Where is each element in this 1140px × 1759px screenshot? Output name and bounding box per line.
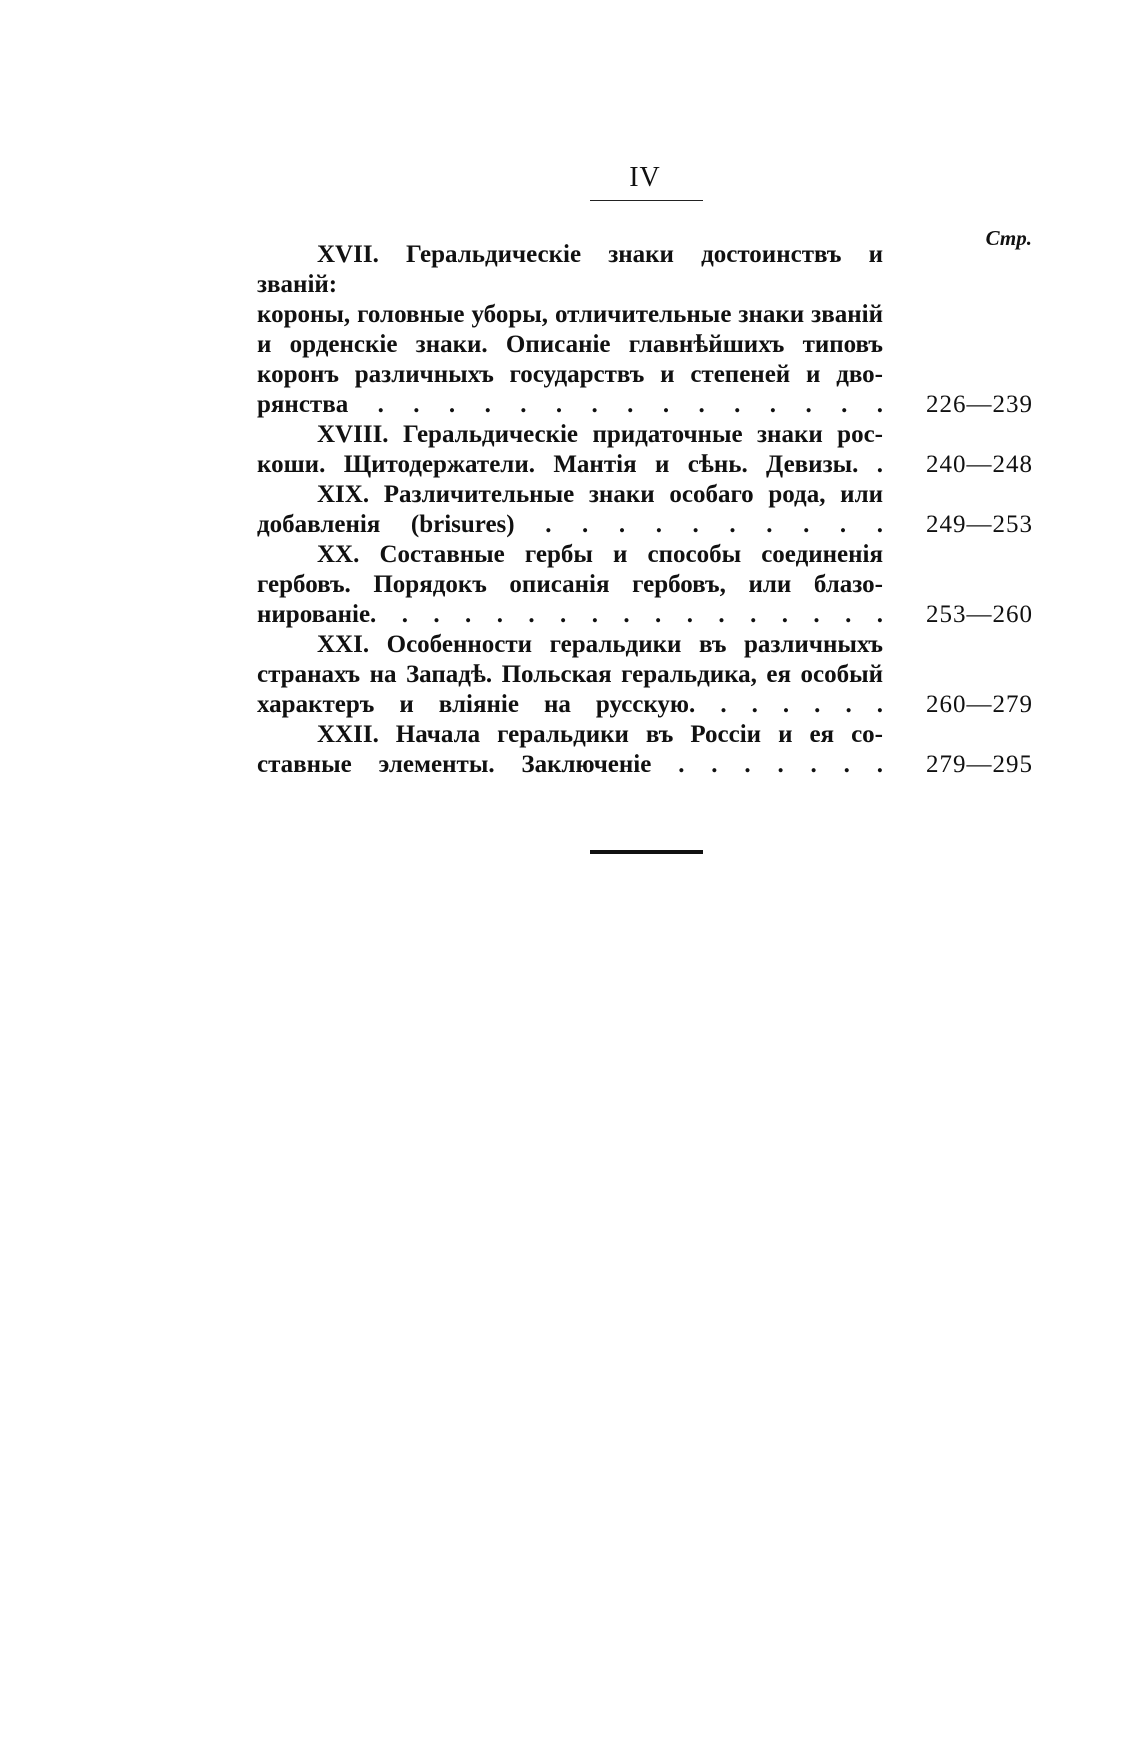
- toc-entry-line: коши. Щитодержатели. Мантія и сѣнь. Девизы. .: [257, 451, 883, 478]
- toc-entry-title: [257, 720, 883, 780]
- toc-entry: [257, 540, 1033, 630]
- toc-entry-pages: 240—248: [926, 451, 1033, 478]
- toc-entry-line: XXII. Начала геральдики въ Россіи и ея со-: [317, 721, 883, 748]
- closing-rule: [590, 850, 703, 854]
- toc-entry-line: характеръ и вліяніе на русскую. . . . . . .: [257, 691, 883, 718]
- toc-entry: [257, 420, 1033, 480]
- toc-entry-line: XVII. Геральдическіе знаки достоинствъ и званій:: [257, 241, 883, 298]
- toc-entry-line: коронъ различныхъ государствъ и степеней и дво-: [257, 361, 883, 388]
- toc-entry-pages: 253—260: [926, 601, 1033, 628]
- toc-entry-pages: 279—295: [926, 751, 1033, 778]
- toc-entry: [257, 480, 1033, 540]
- header-rule: [590, 200, 703, 201]
- toc-entry-line: короны, головные уборы, отличительные знаки званій: [257, 301, 883, 328]
- toc-entry: [257, 240, 1033, 420]
- toc-entry-line: гербовъ. Порядокъ описанія гербовъ, или блазо-: [257, 571, 883, 598]
- toc-entry-title: [257, 540, 883, 630]
- table-of-contents: [257, 240, 1033, 780]
- toc-entry-line: ставные элементы. Заключеніе . . . . . . .: [257, 751, 883, 778]
- toc-entry-line: XVIII. Геральдическіе придаточные знаки рос-: [317, 421, 883, 448]
- pages-column-header: Стр.: [985, 226, 1032, 250]
- toc-entry-line: XX. Составные гербы и способы соединенія: [317, 541, 883, 568]
- toc-entry-title: [257, 420, 883, 480]
- toc-entry-title: [257, 240, 883, 420]
- toc-entry-line: и орденскіе знаки. Описаніе главнѣйшихъ типовъ: [257, 331, 883, 358]
- toc-entry-title: [257, 480, 883, 540]
- page-number: IV: [629, 162, 661, 193]
- toc-entry-line: XIX. Различительные знаки особаго рода, или: [317, 481, 883, 508]
- toc-entry-line: нированіе. . . . . . . . . . . . . . . . .: [257, 601, 883, 628]
- toc-entry: [257, 630, 1033, 720]
- toc-entry-title: [257, 630, 883, 720]
- toc-entry-pages: 249—253: [926, 511, 1033, 538]
- toc-entry-line: рянства . . . . . . . . . . . . . . .: [257, 391, 883, 418]
- toc-entry: [257, 720, 1033, 780]
- toc-entry-pages: 260—279: [926, 691, 1033, 718]
- toc-entry-line: добавленія (brisures) . . . . . . . . . .: [257, 511, 883, 538]
- toc-entry-line: XXI. Особенности геральдики въ различныхъ: [317, 631, 883, 658]
- toc-entry-pages: 226—239: [926, 391, 1033, 418]
- toc-entry-line: странахъ на Западѣ. Польская геральдика, ея особый: [257, 661, 883, 688]
